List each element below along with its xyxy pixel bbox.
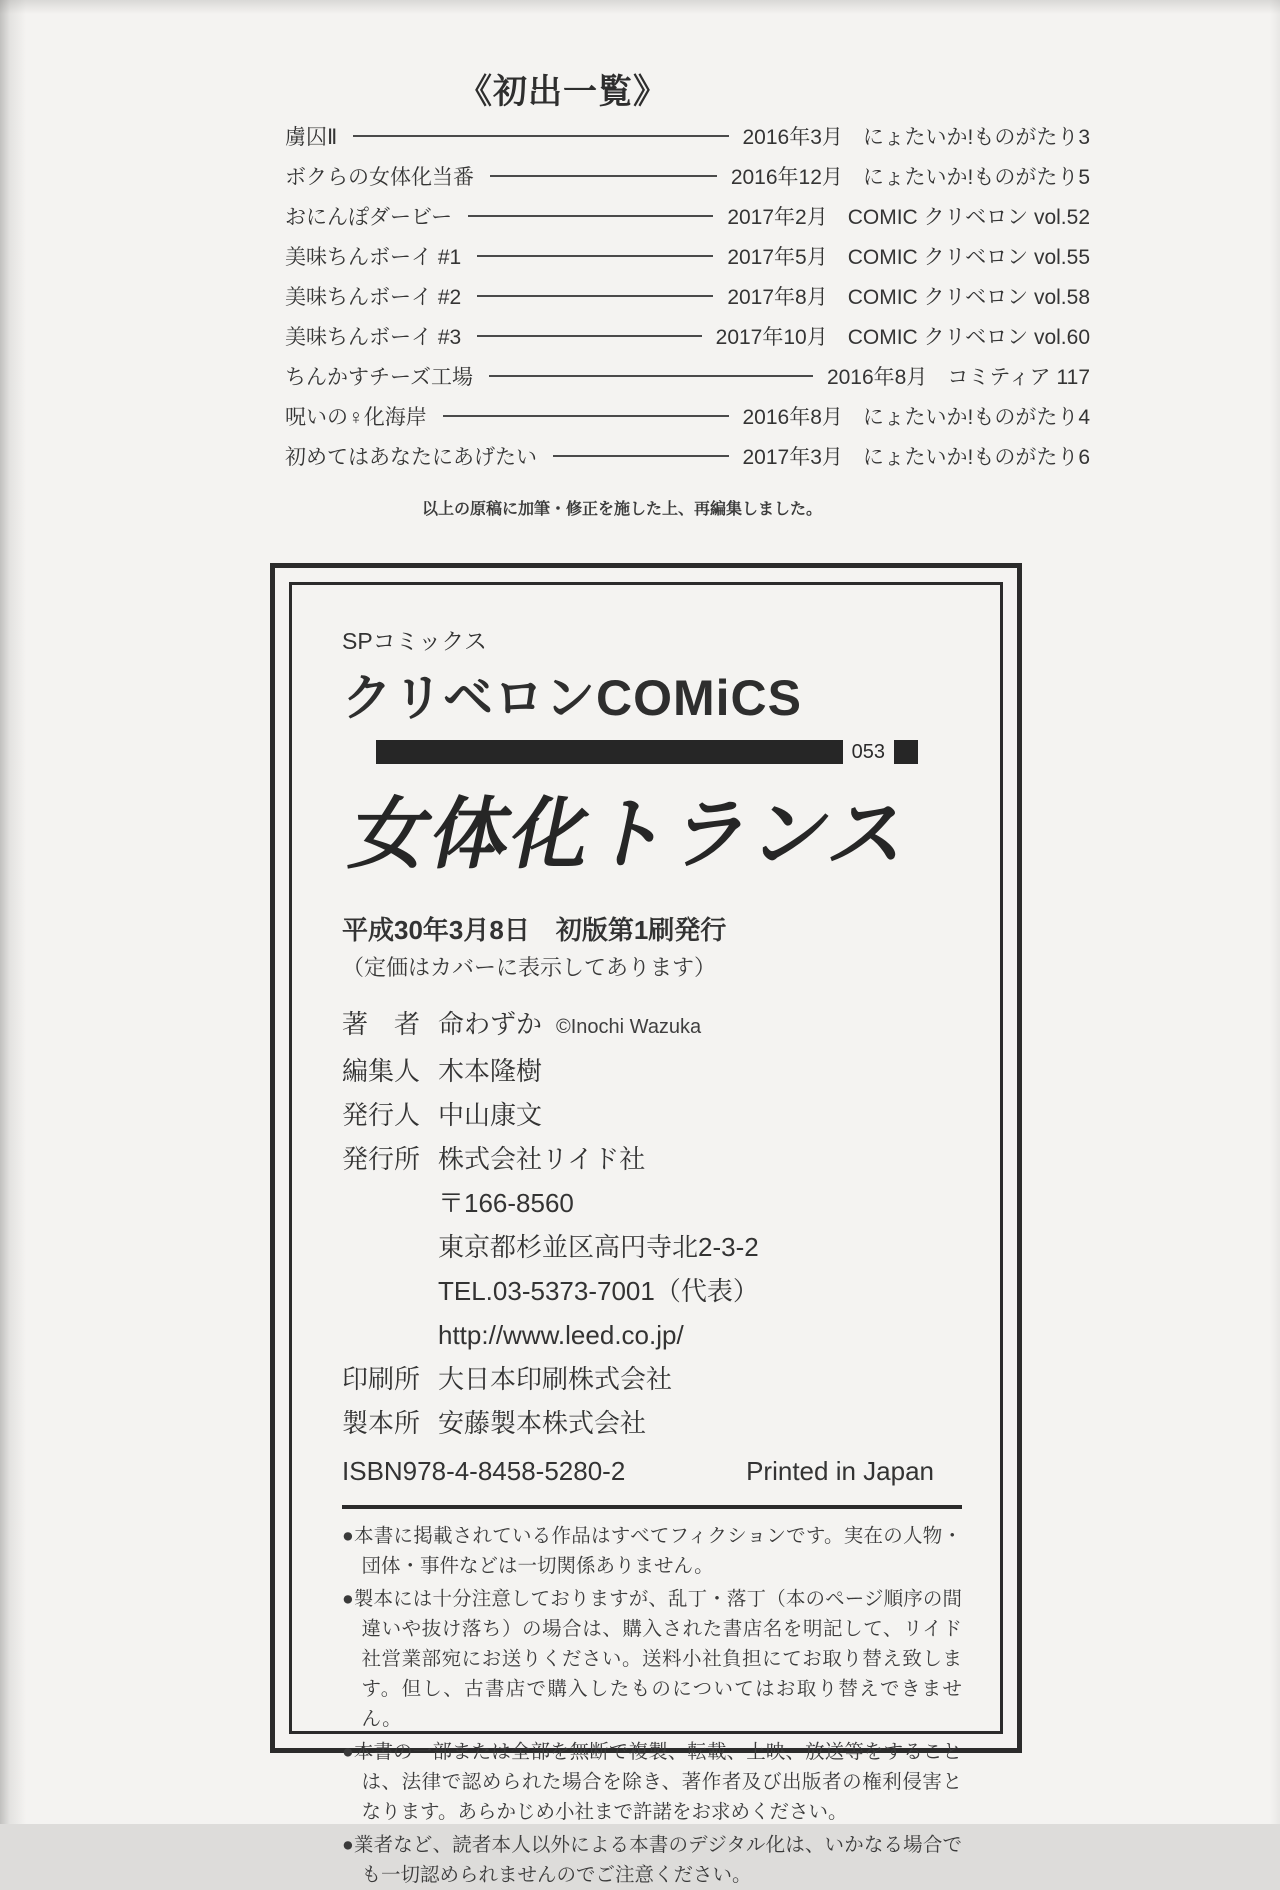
leader-line	[477, 295, 713, 297]
publication-name: COMIC クリベロン vol.55	[847, 246, 1090, 269]
work-title: ボクらの女体化当番	[285, 166, 474, 189]
issuer-name: 中山康文	[438, 1100, 543, 1130]
publication-date: 2017年10月	[715, 326, 828, 349]
publication-date: 2017年2月	[727, 206, 828, 229]
publication-date: 2016年8月	[826, 366, 928, 389]
publisher-row	[342, 1137, 962, 1181]
publication-name: にょたいか!ものがたり4	[862, 406, 1090, 429]
list-item	[285, 396, 1090, 436]
publication-name: COMIC クリベロン vol.58	[847, 286, 1090, 309]
printer-row	[342, 1357, 962, 1401]
work-title: 初めてはあなたにあげたい	[285, 446, 537, 469]
binder-row	[342, 1401, 962, 1445]
isbn-number: ISBN978-4-8458-5280-2	[342, 1456, 626, 1486]
printer-name: 大日本印刷株式会社	[438, 1364, 673, 1394]
first-publication-list-title: 《初出一覧》	[458, 73, 668, 111]
notice-divider	[342, 1505, 962, 1509]
price-note: （定価はカバーに表示してあります）	[342, 955, 717, 980]
publication-date: 2016年3月	[742, 126, 843, 149]
publication-name: にょたいか!ものがたり3	[862, 126, 1090, 149]
publication-name: にょたいか!ものがたり5	[862, 166, 1090, 189]
list-item	[285, 156, 1090, 196]
isbn-row	[342, 1449, 962, 1493]
notice-copyright: ●本書の一部または全部を無断で複製、転載、上映、放送等をすることは、法律で認められた場合を除き、著作者及び出版者の権利侵害となります。あらかじめ小社まで許諾をお求めください。	[342, 1741, 962, 1823]
leader-line	[489, 375, 813, 377]
publication-date: 2016年12月	[730, 166, 843, 189]
volume-number: 053	[851, 741, 885, 763]
volume-bar	[376, 740, 918, 764]
volume-bar-square	[894, 740, 918, 764]
printed-in-japan: Printed in Japan	[746, 1456, 934, 1486]
book-title: 女体化トランス	[343, 790, 920, 878]
volume-bar-fill	[376, 740, 843, 764]
author-copyright: ©Inochi Wazuka	[556, 1016, 702, 1038]
author-label: 著 者	[342, 1009, 421, 1039]
notice-digitization: ●業者など、読者本人以外による本書のデジタル化は、いかなる場合でも一切認められませんのでご注意ください。	[342, 1834, 962, 1886]
leader-line	[553, 455, 729, 457]
issuer-label: 発行人	[342, 1100, 421, 1130]
leader-line	[477, 255, 713, 257]
work-title: 呪いの♀化海岸	[285, 406, 427, 429]
leader-line	[490, 175, 717, 177]
publisher-phone: TEL.03-5373-7001（代表）	[438, 1276, 759, 1306]
publisher-postal-code: 〒166-8560	[438, 1188, 574, 1218]
printer-label: 印刷所	[342, 1364, 421, 1394]
publisher-address: 東京都杉並区高円寺北2-3-2	[438, 1232, 759, 1262]
publication-name: COMIC クリベロン vol.52	[847, 206, 1090, 229]
author-name: 命わずか	[438, 1009, 543, 1039]
reedit-note: 以上の原稿に加筆・修正を施した上、再編集しました。	[421, 501, 823, 518]
legal-notices	[342, 1521, 962, 1890]
work-title: 美味ちんボーイ #2	[285, 286, 462, 309]
list-item	[285, 196, 1090, 236]
publication-date: 2016年8月	[742, 406, 843, 429]
publication-date: 2017年8月	[727, 286, 828, 309]
leader-line	[353, 135, 728, 137]
edition-line: 平成30年3月8日 初版第1刷発行	[342, 915, 727, 945]
list-item	[285, 436, 1090, 476]
list-item	[285, 356, 1090, 396]
binder-name: 安藤製本株式会社	[438, 1408, 647, 1438]
series-label: SPコミックス	[342, 628, 487, 654]
work-title: おにんぽダービー	[285, 206, 453, 229]
binder-label: 製本所	[342, 1408, 421, 1438]
colophon-box-inner	[289, 582, 1003, 1886]
leader-line	[477, 335, 701, 337]
publication-name: コミティア 117	[947, 366, 1090, 389]
publication-name: COMIC クリベロン vol.60	[847, 326, 1090, 349]
editor-label: 編集人	[342, 1056, 421, 1086]
publication-date: 2017年5月	[727, 246, 828, 269]
work-title: 美味ちんボーイ #1	[285, 246, 462, 269]
staff-block	[342, 1002, 962, 1445]
list-item	[285, 236, 1090, 276]
editor-name: 木本隆樹	[438, 1056, 543, 1086]
publication-date: 2017年3月	[742, 446, 843, 469]
list-item	[285, 316, 1090, 356]
publisher-label: 発行所	[342, 1144, 421, 1174]
notice-fiction: ●本書に掲載されている作品はすべてフィクションです。実在の人物・団体・事件などは一切関係ありません。	[342, 1525, 962, 1577]
author-row	[342, 1002, 962, 1049]
editor-row	[342, 1049, 962, 1093]
leader-line	[468, 215, 713, 217]
publisher-url: http://www.leed.co.jp/	[438, 1320, 684, 1350]
imprint-logo: クリベロンCOMiCS	[342, 670, 802, 726]
work-title: 美味ちんボーイ #3	[285, 326, 462, 349]
colophon-box	[270, 563, 1022, 1886]
list-item	[285, 116, 1090, 156]
leader-line	[443, 415, 729, 417]
notice-defects: ●製本には十分注意しておりますが、乱丁・落丁（本のページ順序の間違いや抜け落ち）の場合は、購入された書店名を明記して、リイド社営業部宛にお送りください。送料小社負担にてお取り替え致します。但し、古書店で購入したものについてはお取り替えできません。	[342, 1588, 962, 1730]
work-title: ちんかすチーズ工場	[285, 366, 473, 389]
publisher-name: 株式会社リイド社	[438, 1144, 646, 1174]
work-title: 虜囚Ⅱ	[285, 126, 338, 149]
first-publication-list	[285, 116, 1090, 476]
publication-name: にょたいか!ものがたり6	[862, 446, 1090, 469]
issuer-row	[342, 1093, 962, 1137]
list-item	[285, 276, 1090, 316]
